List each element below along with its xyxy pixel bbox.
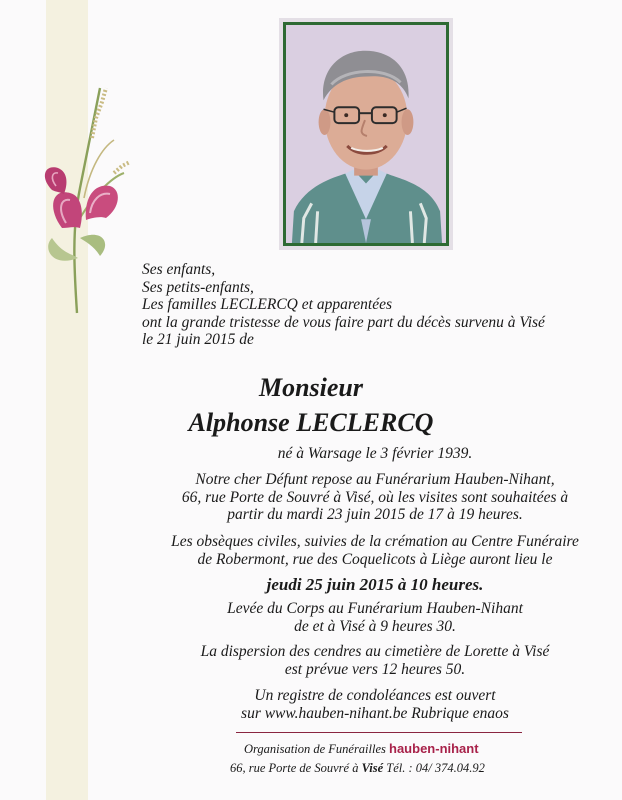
brand-logo: hauben-nihant [389,741,479,756]
portrait-frame [279,18,453,250]
funeral-date-text: jeudi 25 juin 2015 à 10 heures. [266,575,484,594]
funeral-line: Les obsèques civiles, suivies de la crémation au Centre Funéraire [171,533,579,550]
dispersion-info [160,643,590,678]
footer-address-text: 66, rue Porte de Souvré à [230,761,359,775]
deceased-name: Alphonse LECLERCQ [188,408,434,437]
visitation-line: Notre cher Défunt repose au Funérarium Hauben-Nihant, [195,471,555,488]
condolences-line: Un registre de condoléances est ouvert [254,687,496,704]
intro-line: le 21 juin 2015 de [142,331,254,349]
footer-city: Visé [361,761,384,775]
portrait-photo [286,25,446,243]
levee-line: de et à Visé à 9 heures 30. [294,617,456,635]
funeral-line: de Robermont, rue des Coquelicots à Liège auront lieu le [197,550,553,568]
intro-text [142,261,545,349]
condolences-line: sur www.hauben-nihant.be Rubrique enaos [241,704,509,722]
birth-line: né à Warsage le 3 février 1939. [277,445,473,462]
footer-address [230,761,485,776]
intro-line: ont la grande tristesse de vous faire part du décès survenu à Visé [142,313,545,331]
funeral-info [160,533,590,568]
levee-line: Levée du Corps au Funérarium Hauben-Nihant [227,600,523,617]
funeral-date [160,576,590,594]
footer-divider [236,732,522,733]
footer-phone: Tél. : 04/ 374.04.92 [386,761,485,775]
condolences-info [160,687,590,722]
intro-line: Ses enfants, [142,261,216,278]
dispersion-line: est prévue vers 12 heures 50. [284,660,466,678]
levee-info [160,600,590,635]
footer-org [244,741,479,757]
calla-lily-flower-icon [22,78,142,318]
footer-org-label: Organisation de Funérailles [244,742,386,756]
visitation-line: 66, rue Porte de Souvré à Visé, où les visites sont souhaitées à [181,488,569,506]
birth-info [160,445,590,463]
deceased-title: Monsieur [258,373,364,402]
intro-line: Ses petits-enfants, [142,278,254,296]
visitation-line: partir du mardi 23 juin 2015 de 17 à 19 heures. [227,506,523,524]
intro-line: Les familles LECLERCQ et apparentées [142,296,392,314]
dispersion-line: La dispersion des cendres au cimetière de Lorette à Visé [200,643,550,660]
visitation-info [160,471,590,524]
